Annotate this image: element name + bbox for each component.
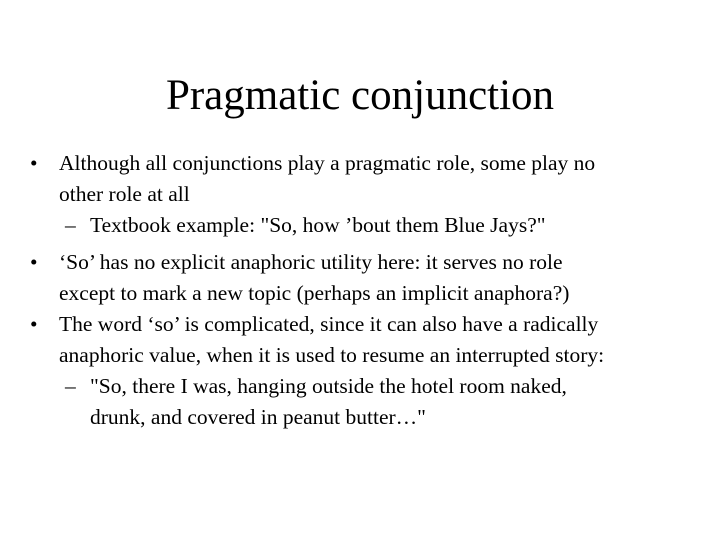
bullet-marker: •: [30, 151, 38, 175]
sub-bullet-1-1-line-1: Textbook example: "So, how ’bout them Blue Jays?": [90, 213, 546, 237]
bullet-1-line-1: Although all conjunctions play a pragmatic role, some play no: [59, 151, 596, 175]
slide-title: Pragmatic conjunction: [165, 72, 555, 119]
bullet-3-line-2: anaphoric value, when it is used to resume an interrupted story:: [59, 343, 605, 367]
bullet-marker: •: [30, 312, 38, 336]
dash-marker: –: [65, 213, 76, 237]
bullet-1-line-2: other role at all: [59, 182, 190, 206]
bullet-2-line-1: ‘So’ has no explicit anaphoric utility here: it serves no role: [59, 250, 563, 274]
bullet-marker: •: [30, 250, 38, 274]
bullet-3-line-1: The word ‘so’ is complicated, since it can also have a radically: [59, 312, 599, 336]
bullet-2-line-2: except to mark a new topic (perhaps an implicit anaphora?): [59, 281, 570, 305]
dash-marker: –: [65, 374, 76, 398]
sub-bullet-3-1-line-1: "So, there I was, hanging outside the hotel room naked,: [90, 374, 567, 398]
sub-bullet-3-1-line-2: drunk, and covered in peanut butter…": [90, 405, 426, 429]
